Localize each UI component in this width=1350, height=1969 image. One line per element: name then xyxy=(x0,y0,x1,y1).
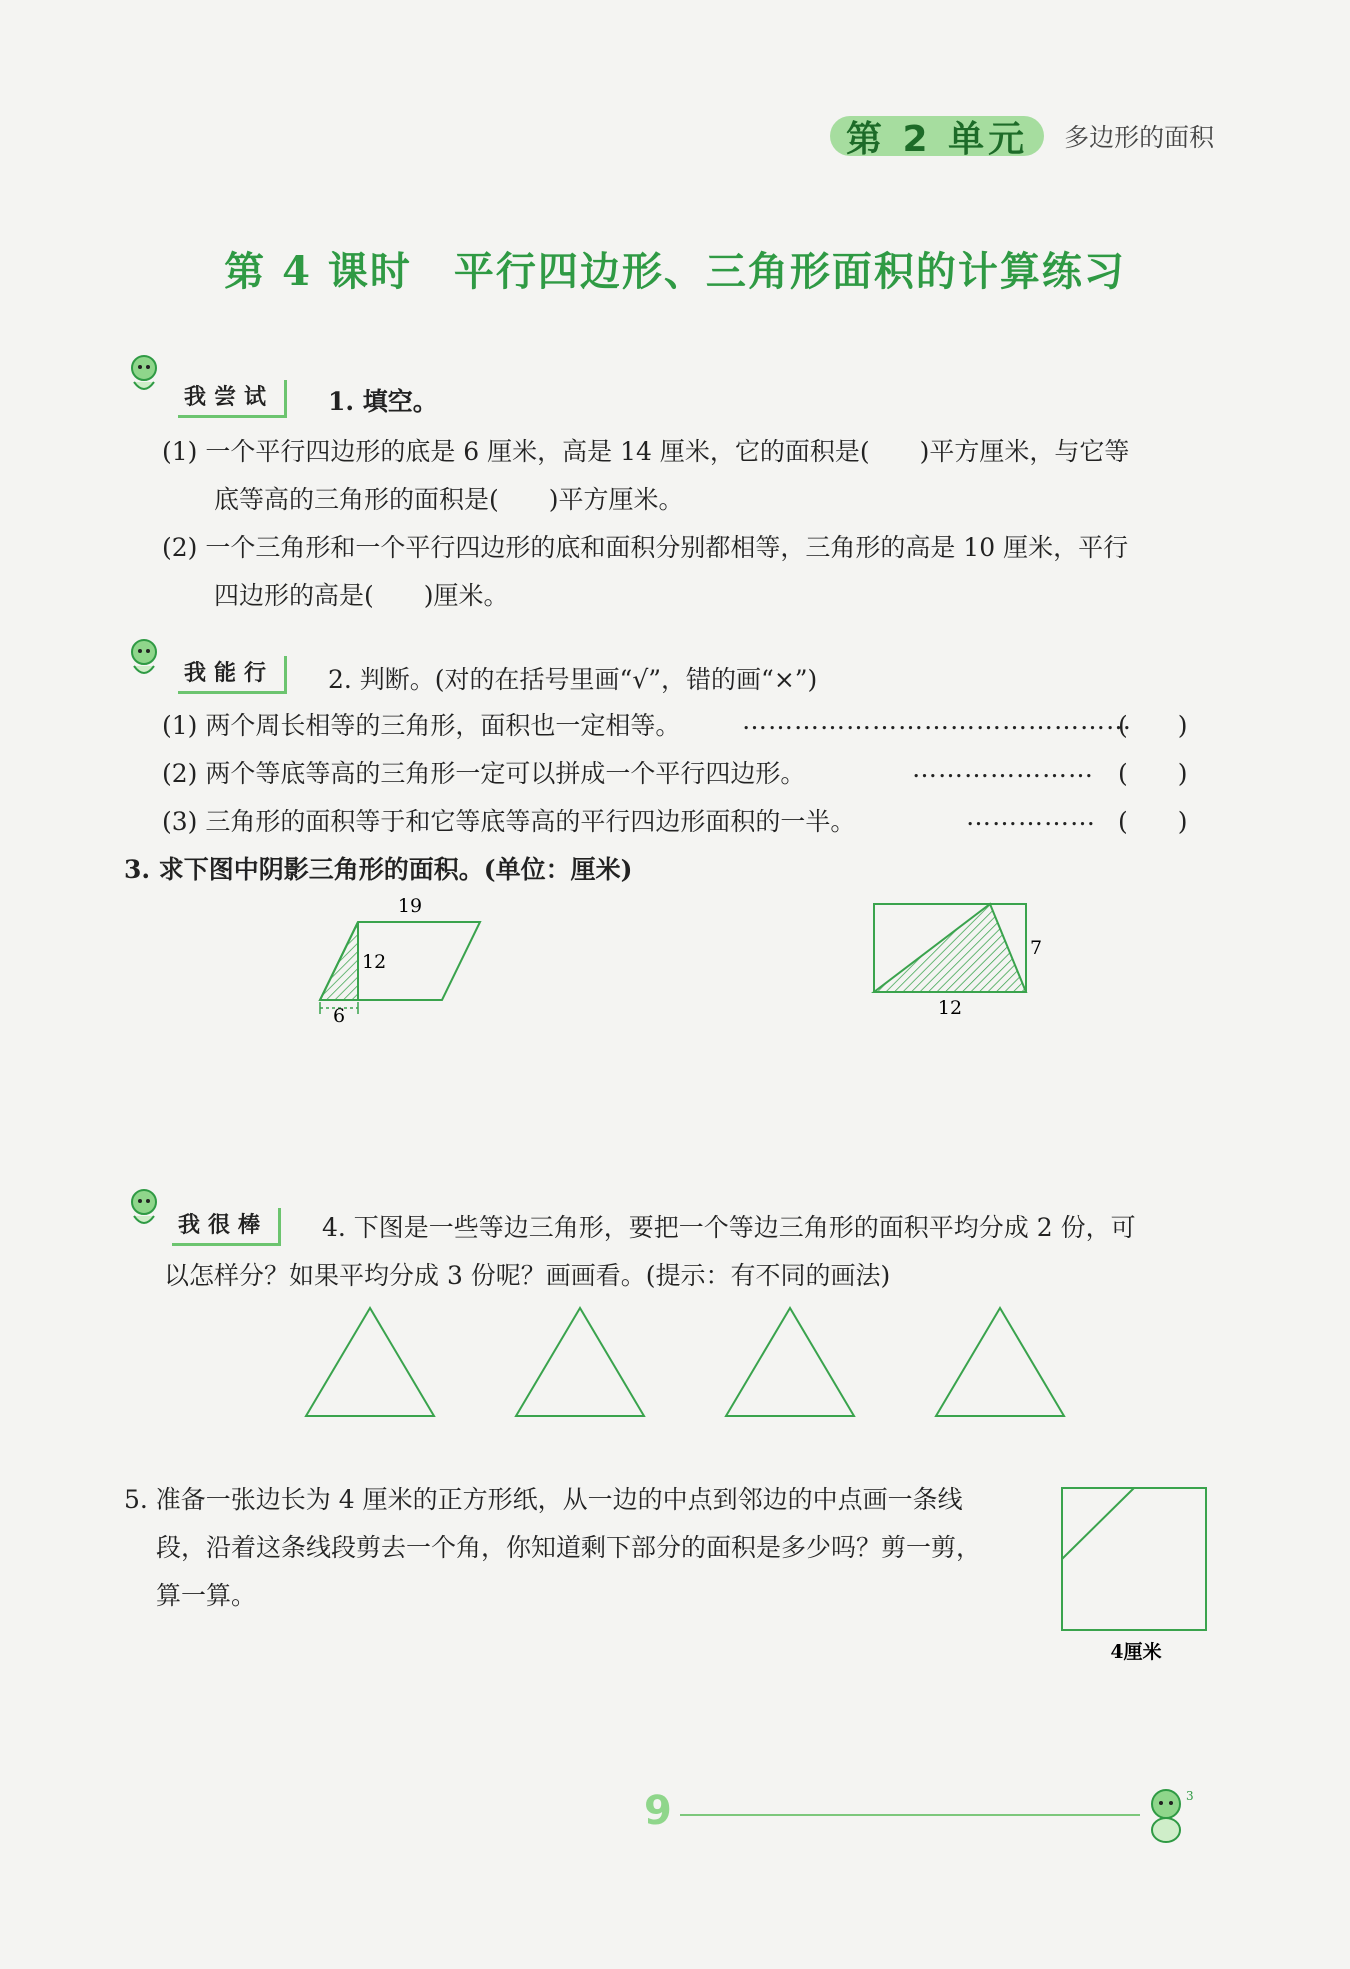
fig1-base-label: 6 xyxy=(332,1005,346,1027)
unit-header xyxy=(830,112,1214,160)
footer-rule xyxy=(680,1814,1140,1816)
q2-item3-text: (3) 三角形的面积等于和它等底等高的平行四边形面积的一半。 xyxy=(162,807,856,836)
section-tag-great: 我很棒 xyxy=(172,1208,281,1246)
q2-item3-bracket: ( ) xyxy=(1118,807,1188,836)
q2-item1-dots: ……………………………………… xyxy=(742,706,1132,735)
unit-title: 多边形的面积 xyxy=(1064,123,1215,152)
q2-item2-bracket: ( ) xyxy=(1118,759,1188,788)
q1-item1-line1: (1) 一个平行四边形的底是 6 厘米，高是 14 厘米，它的面积是( )平方厘米，与它等 xyxy=(162,437,1130,466)
section-tag-try: 我尝试 xyxy=(178,380,287,418)
q2-title: 2. 判断。(对的在括号里画“√”，错的画“×”) xyxy=(328,665,818,694)
fig1-top-label: 19 xyxy=(397,895,423,917)
rectangle-figure xyxy=(860,890,1060,1040)
q1-item1-line2: 底等高的三角形的面积是( )平方厘米。 xyxy=(214,485,684,514)
q2-item1-bracket: ( ) xyxy=(1118,711,1188,740)
q4-line1: 4. 下图是一些等边三角形，要把一个等边三角形的面积平均分成 2 份，可 xyxy=(322,1213,1136,1242)
q4-line2: 以怎样分？如果平均分成 3 份呢？画画看。(提示：有不同的画法) xyxy=(164,1261,891,1290)
mascot-icon xyxy=(122,352,166,400)
q1-item2-line2: 四边形的高是( )厘米。 xyxy=(214,581,509,610)
q5-line1: 5. 准备一张边长为 4 厘米的正方形纸，从一边的中点到邻边的中点画一条线 xyxy=(124,1485,963,1514)
triangle-4 xyxy=(936,1308,1064,1416)
parallelogram-figure xyxy=(300,890,520,1040)
triangle-2 xyxy=(516,1308,644,1416)
page-number: 9 xyxy=(644,1788,672,1834)
equilateral-triangles xyxy=(300,1300,1080,1430)
q1-title: 1. 填空。 xyxy=(328,387,438,416)
q5-line2: 段，沿着这条线段剪去一个角，你知道剩下部分的面积是多少吗？剪一剪， xyxy=(156,1533,982,1562)
mascot-icon xyxy=(122,1186,166,1234)
footer-mascot-icon xyxy=(1140,1786,1196,1852)
q2-item3-dots: …………… xyxy=(966,802,1096,831)
q2-item1-text: (1) 两个周长相等的三角形，面积也一定相等。 xyxy=(162,711,681,740)
q2-item2-dots: ………………… xyxy=(912,754,1094,783)
square-side-label: 4厘米 xyxy=(1110,1641,1162,1663)
q5-line3: 算一算。 xyxy=(156,1581,257,1610)
q2-item2-text: (2) 两个等底等高的三角形一定可以拼成一个平行四边形。 xyxy=(162,759,806,788)
section-tag-can: 我能行 xyxy=(178,656,287,694)
lesson-title: 第 4 课时 平行四边形、三角形面积的计算练习 xyxy=(224,248,1126,295)
fig2-bottom-label: 12 xyxy=(937,997,963,1019)
unit-label: 第 2 单元 xyxy=(830,116,1044,156)
fig2-side-label: 7 xyxy=(1030,937,1043,959)
triangle-1 xyxy=(306,1308,434,1416)
q3-title: 3. 求下图中阴影三角形的面积。(单位：厘米) xyxy=(124,855,633,884)
mascot-icon xyxy=(122,636,166,684)
fig1-height-label: 12 xyxy=(362,951,387,973)
triangle-3 xyxy=(726,1308,854,1416)
svg-text:3: 3 xyxy=(1186,1789,1194,1803)
square-figure xyxy=(1056,1484,1216,1674)
q1-item2-line1: (2) 一个三角形和一个平行四边形的底和面积分别都相等，三角形的高是 10 厘米，平行 xyxy=(162,533,1129,562)
